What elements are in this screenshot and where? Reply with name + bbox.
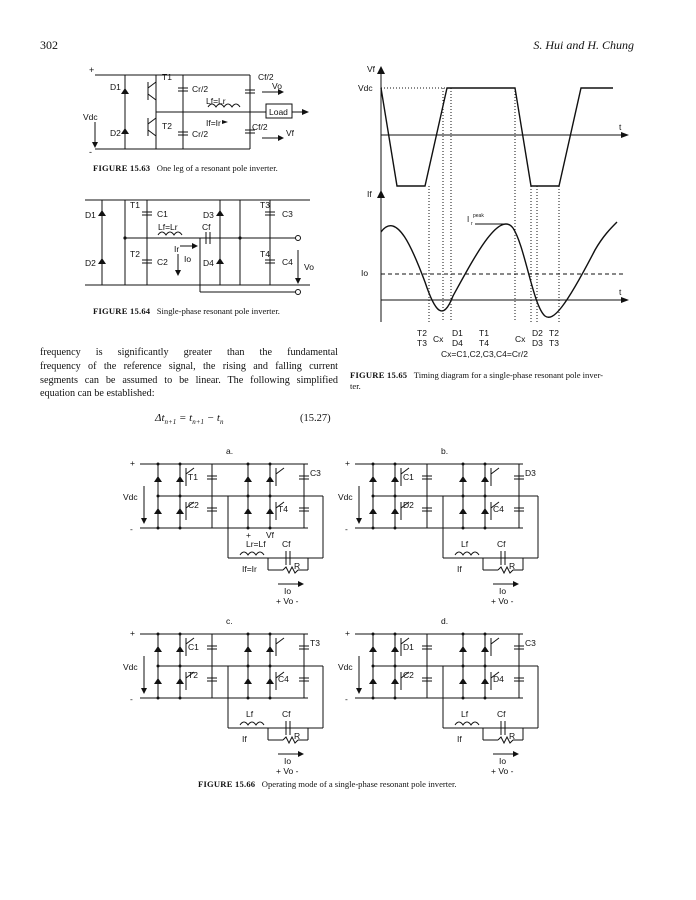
svg-text:D1: D1	[110, 82, 121, 92]
svg-text:C2: C2	[188, 500, 199, 510]
svg-text:R: R	[509, 731, 516, 741]
svg-text:+: +	[345, 628, 350, 638]
svg-text:-: -	[89, 147, 92, 157]
svg-text:If: If	[367, 189, 372, 199]
svg-text:If: If	[457, 564, 462, 574]
svg-text:t: t	[619, 122, 622, 132]
svg-text:T4: T4	[278, 504, 288, 514]
svg-text:Io: Io	[361, 268, 369, 278]
svg-text:+: +	[246, 530, 251, 540]
svg-text:T1: T1	[188, 472, 198, 482]
svg-text:Lf: Lf	[461, 709, 469, 719]
svg-text:Cf: Cf	[202, 222, 211, 232]
svg-text:t: t	[619, 287, 622, 297]
panel-tag: c.	[226, 616, 233, 626]
svg-text:Vf: Vf	[266, 530, 275, 540]
svg-text:D2: D2	[110, 128, 121, 138]
svg-text:If=Ir: If=Ir	[242, 564, 257, 574]
svg-text:C1: C1	[188, 642, 199, 652]
svg-text:Vo: Vo	[304, 262, 314, 272]
svg-text:T1: T1	[162, 72, 172, 82]
svg-text:Lf: Lf	[461, 539, 469, 549]
equation-15-27: $\Delta t_{n+1} = t_{n+1} - t_n$	[155, 412, 224, 427]
svg-text:D3: D3	[203, 210, 214, 220]
svg-text:T3: T3	[310, 638, 320, 648]
svg-text:C1: C1	[403, 472, 414, 482]
body-line: segments can be assumed to be linear. The following simplified	[40, 374, 338, 386]
svg-text:Io: Io	[184, 254, 192, 264]
svg-text:Cf/2: Cf/2	[258, 72, 274, 82]
svg-text:D4: D4	[203, 258, 214, 268]
svg-text:D2: D2	[532, 328, 543, 338]
svg-text:C3: C3	[525, 638, 536, 648]
svg-text:Vdc: Vdc	[123, 662, 138, 672]
body-line: frequency is significantly greater than the fundamental	[40, 347, 338, 358]
panel-tag: b.	[441, 446, 449, 456]
svg-text:+ Vo -: + Vo -	[491, 596, 514, 606]
svg-text:Cf: Cf	[282, 709, 291, 719]
svg-text:D1: D1	[85, 210, 96, 220]
svg-text:+: +	[130, 458, 135, 468]
svg-text:I: I	[467, 215, 470, 224]
svg-text:D2: D2	[85, 258, 96, 268]
svg-text:If: If	[457, 734, 462, 744]
svg-text:r: r	[471, 221, 473, 227]
svg-text:If=Ir: If=Ir	[206, 118, 221, 128]
svg-text:Cx=C1,C2,C3,C4=Cr/2: Cx=C1,C2,C3,C4=Cr/2	[441, 349, 528, 359]
operating-mode-panel-b	[333, 446, 553, 606]
svg-text:C3: C3	[282, 209, 293, 219]
svg-text:Cx: Cx	[515, 334, 526, 344]
svg-text:D3: D3	[525, 468, 536, 478]
svg-text:Lf=Lr: Lf=Lr	[158, 222, 178, 232]
svg-text:-: -	[345, 524, 348, 534]
svg-text:T3: T3	[260, 200, 270, 210]
svg-text:D3: D3	[532, 338, 543, 348]
svg-text:Lf: Lf	[246, 709, 254, 719]
svg-text:Io: Io	[284, 756, 292, 766]
svg-text:T2: T2	[549, 328, 559, 338]
svg-text:Cf: Cf	[497, 709, 506, 719]
svg-text:R: R	[294, 561, 301, 571]
svg-text:Lr=Lf: Lr=Lf	[246, 539, 266, 549]
svg-text:C4: C4	[493, 504, 504, 514]
svg-text:+ Vo -: + Vo -	[276, 766, 299, 776]
operating-mode-panel-d	[333, 616, 553, 776]
svg-text:T1: T1	[130, 200, 140, 210]
svg-text:+: +	[130, 628, 135, 638]
svg-text:C2: C2	[157, 257, 168, 267]
svg-text:Vdc: Vdc	[338, 492, 353, 502]
svg-text:If: If	[242, 734, 247, 744]
svg-text:T4: T4	[260, 249, 270, 259]
svg-text:T3: T3	[549, 338, 559, 348]
svg-text:Cr/2: Cr/2	[192, 129, 209, 139]
figure-15-63-caption: FIGURE 15.63 One leg of a resonant pole inverter.	[93, 163, 278, 173]
svg-text:-: -	[130, 694, 133, 704]
svg-text:Vdc: Vdc	[123, 492, 138, 502]
svg-text:D4: D4	[493, 674, 504, 684]
figure-15-66-caption: FIGURE 15.66 Operating mode of a single-phase resonant pole inverter.	[198, 779, 457, 789]
svg-text:R: R	[509, 561, 516, 571]
svg-text:T3: T3	[417, 338, 427, 348]
svg-text:Vdc: Vdc	[338, 662, 353, 672]
figure-15-64-caption: FIGURE 15.64 Single-phase resonant pole inverter.	[93, 306, 280, 316]
svg-text:T4: T4	[479, 338, 489, 348]
body-line: frequency of the reference signal, the rising and falling current	[40, 360, 338, 372]
running-header-authors: S. Hui and H. Chung	[533, 38, 634, 52]
svg-text:Lf=Lr: Lf=Lr	[206, 96, 226, 106]
panel-tag: d.	[441, 616, 449, 626]
operating-mode-panel-c	[118, 616, 338, 776]
svg-text:D1: D1	[403, 642, 414, 652]
operating-mode-panel-a	[118, 446, 338, 606]
svg-text:C4: C4	[282, 257, 293, 267]
page-number: 302	[40, 38, 58, 52]
body-line: equation can be established:	[40, 388, 155, 400]
svg-text:C4: C4	[278, 674, 289, 684]
svg-text:T1: T1	[479, 328, 489, 338]
svg-text:Vdc: Vdc	[358, 83, 373, 93]
svg-text:T2: T2	[162, 121, 172, 131]
svg-text:Io: Io	[499, 586, 507, 596]
svg-text:D4: D4	[452, 338, 463, 348]
svg-text:Load: Load	[269, 107, 288, 117]
equation-number: (15.27)	[300, 413, 331, 424]
svg-text:Cx: Cx	[433, 334, 444, 344]
svg-text:D2: D2	[403, 500, 414, 510]
svg-text:T2: T2	[188, 670, 198, 680]
svg-text:Cf/2: Cf/2	[252, 122, 268, 132]
panel-tag: a.	[226, 446, 234, 456]
svg-text:C3: C3	[310, 468, 321, 478]
svg-text:C2: C2	[403, 670, 414, 680]
svg-text:Io: Io	[284, 586, 292, 596]
svg-text:+: +	[345, 458, 350, 468]
svg-text:+ Vo -: + Vo -	[276, 596, 299, 606]
svg-text:Io: Io	[499, 756, 507, 766]
svg-text:+ Vo -: + Vo -	[491, 766, 514, 776]
svg-text:T2: T2	[130, 249, 140, 259]
svg-text:Vo: Vo	[272, 81, 282, 91]
svg-text:Vf: Vf	[286, 128, 295, 138]
svg-text:Ir: Ir	[174, 244, 180, 254]
svg-text:-: -	[345, 694, 348, 704]
svg-text:+: +	[89, 65, 95, 75]
svg-text:C1: C1	[157, 209, 168, 219]
figure-15-65-caption: FIGURE 15.65 Timing diagram for a single-phase resonant pole inver- ter.	[350, 370, 604, 391]
svg-text:Cf: Cf	[497, 539, 506, 549]
svg-text:Vf: Vf	[367, 64, 376, 74]
svg-text:peak: peak	[473, 213, 484, 219]
svg-text:D1: D1	[452, 328, 463, 338]
svg-text:Cf: Cf	[282, 539, 291, 549]
svg-text:Cr/2: Cr/2	[192, 84, 209, 94]
svg-text:-: -	[130, 524, 133, 534]
svg-text:Vdc: Vdc	[83, 112, 98, 122]
svg-text:T2: T2	[417, 328, 427, 338]
svg-text:R: R	[294, 731, 301, 741]
